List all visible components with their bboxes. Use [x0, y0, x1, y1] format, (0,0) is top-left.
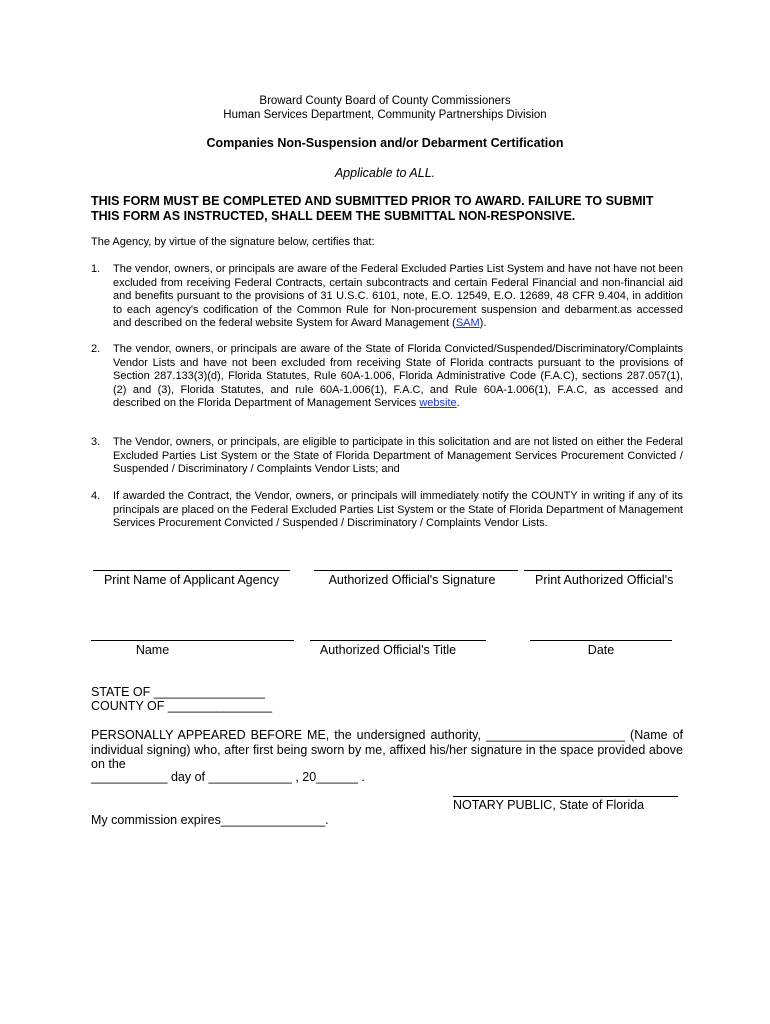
item-number: 3.	[91, 436, 101, 448]
header-line-1: Broward County Board of County Commissioners	[259, 95, 511, 107]
intro-text: The Agency, by virtue of the signature below, certifies that:	[91, 236, 375, 248]
appeared-text: PERSONALLY APPEARED BEFORE ME, the undersigned authority, ____________________ (Name of individual signing) who, after first being sworn by me, affixed his/her signature in the space provided above on the	[91, 728, 683, 771]
applicable-note: Applicable to ALL.	[334, 166, 436, 180]
date-line[interactable]	[530, 640, 672, 641]
item-text-end: ).	[479, 317, 487, 329]
item-number: 2.	[91, 343, 101, 355]
item-text: The vendor, owners, or principals are aware of the Federal Excluded Parties List System and have not have not been excluded from receiving Federal Contracts, certain subcontracts and certain Federal Financial and non-financial aid and benefits pursuant to the provisions of 31 U.S.C. 6101, note, E.O. 12549, E.O. 12689, 48 CFR 9.404, in addition to each agency's codification of the Common Rule for Non-procurement suspension and debarment.as accessed and described on the federal website System for Award Management (	[113, 263, 683, 329]
commission-field[interactable]: My commission expires_______________.	[91, 813, 329, 827]
state-field[interactable]: STATE OF ________________	[91, 685, 265, 699]
auth-name-line[interactable]	[524, 570, 672, 571]
notary-label: NOTARY PUBLIC, State of Florida	[453, 798, 645, 812]
notary-signature-line[interactable]	[453, 796, 678, 797]
item-text: The vendor, owners, or principals are aware of the State of Florida Convicted/Suspended/Discriminatory/Complaints Vendor Lists and have not been excluded from receiving State of Florida contracts pursuant to the provisions of Section 287.133(3)(d), Florida Statutes, Rule 60A-1.006, Florida Administrative Code (F.A.C), sections 287.057(1), (2) and (3), Florida Statutes, and rule 60A-1.006(1), F.A.C, and Rule 60A-1.006(1), F.A.C, as accessed and described on the Florida Department of Management Services	[113, 343, 683, 409]
list-item	[91, 436, 683, 477]
form-title: Companies Non-Suspension and/or Debarment Certification	[206, 136, 564, 150]
name-label: Name	[135, 643, 170, 657]
print-name-label: Print Name of Applicant Agency	[103, 573, 280, 587]
county-field[interactable]: COUNTY OF _______________	[91, 699, 273, 713]
agency-name-line[interactable]	[93, 570, 290, 571]
item-text: The Vendor, owners, or principals, are eligible to participate in this solicitation and are not listed on either the Federal Excluded Parties List System or the State of Florida Department of Management Services Procurement Convicted / Suspended / Discriminatory / Complaints Vendor Lists; and	[113, 436, 683, 475]
sam-link[interactable]: SAM	[455, 317, 480, 329]
list-item	[91, 490, 683, 531]
print-auth-label: Print Authorized Official's	[535, 573, 674, 587]
item-number: 4.	[91, 490, 101, 502]
list-item	[91, 343, 683, 411]
auth-title-label: Authorized Official's Title	[319, 643, 457, 657]
auth-signature-label: Authorized Official's Signature	[328, 573, 496, 587]
day-line[interactable]: ___________ day of ____________ , 20______ .	[91, 770, 365, 784]
header-line-2: Human Services Department, Community Partnerships Division	[223, 109, 547, 121]
item-number: 1.	[91, 263, 101, 275]
warning-text: THIS FORM MUST BE COMPLETED AND SUBMITTED PRIOR TO AWARD. FAILURE TO SUBMIT THIS FORM AS INSTRUCTED, SHALL DEEM THE SUBMITTAL NON-RESPONSIVE.	[91, 194, 654, 223]
signature-line[interactable]	[314, 570, 518, 571]
list-item	[91, 263, 683, 331]
name-line[interactable]	[91, 640, 294, 641]
title-line[interactable]	[310, 640, 486, 641]
item-text-end: .	[456, 397, 460, 409]
date-label: Date	[587, 643, 615, 657]
item-text: If awarded the Contract, the Vendor, owners, or principals will immediately notify the COUNTY in writing if any of its principals are placed on the Federal Excluded Parties List System or the State of Florida Department of Management Services Procurement Convicted / Suspended / Discriminatory / Complaints Vendor Lists.	[113, 490, 683, 529]
website-link[interactable]: website	[419, 397, 457, 409]
